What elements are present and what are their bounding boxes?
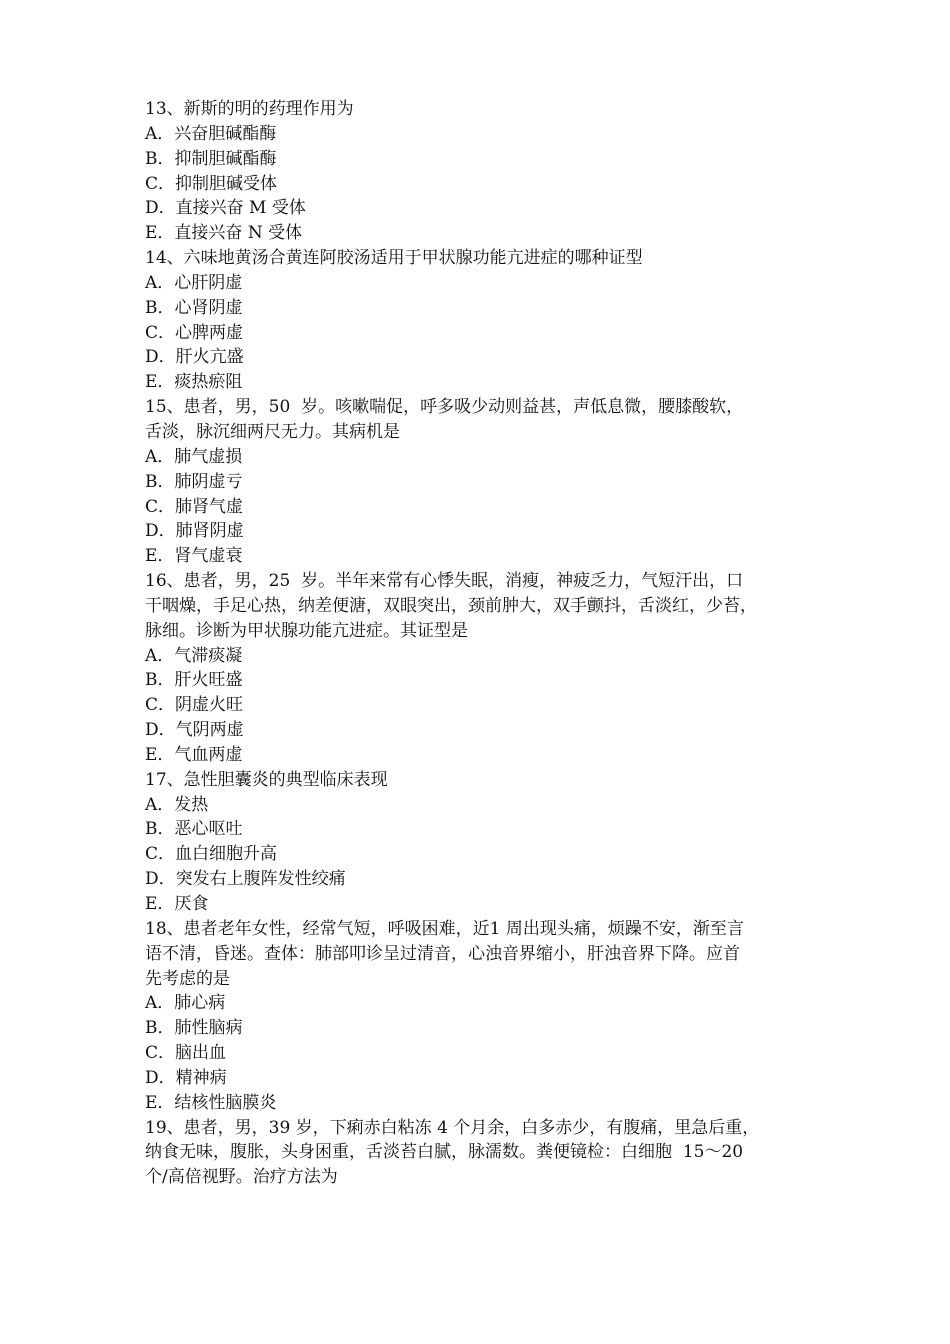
option-c: C．脑出血 bbox=[145, 1043, 227, 1064]
option-e: E．厌食 bbox=[145, 894, 209, 914]
option-a: A．肺心病 bbox=[145, 993, 226, 1014]
option-b: B．肺性脑病 bbox=[145, 1018, 243, 1039]
question-15 bbox=[145, 395, 825, 569]
option-e: E．痰热瘀阻 bbox=[145, 372, 243, 393]
option-c: C．抑制胆碱受体 bbox=[145, 173, 278, 194]
question-stem: 干咽燥，手足心热，纳差便溏，双眼突出，颈前肿大，双手颤抖，舌淡红，少苔， bbox=[145, 595, 757, 616]
question-stem: 先考虑的是 bbox=[145, 968, 230, 989]
option-e: E．肾气虚衰 bbox=[145, 546, 243, 567]
option-b: B．肺阴虚亏 bbox=[145, 471, 243, 492]
document-page bbox=[145, 97, 825, 1190]
question-13 bbox=[145, 97, 825, 246]
option-d: D．直接兴奋 M 受体 bbox=[145, 198, 306, 219]
question-stem: 15、患者，男，50 岁。咳嗽喘促，呼多吸少动则益甚，声低息微，腰膝酸软， bbox=[145, 397, 744, 418]
question-stem: 16、患者，男，25 岁。半年来常有心悸失眠，消瘦，神疲乏力，气短汗出，口 bbox=[145, 571, 744, 592]
question-stem: 纳食无味，腹胀，头身困重，舌淡苔白腻，脉濡数。粪便镜检：白细胞 15～20 bbox=[145, 1142, 744, 1163]
option-d: D．肺肾阴虚 bbox=[145, 521, 244, 542]
option-c: C．血白细胞升高 bbox=[145, 844, 278, 865]
question-stem: 语不清，昏迷。查体：肺部叩诊呈过清音，心浊音界缩小，肝浊音界下降。应首 bbox=[145, 943, 740, 964]
question-stem: 13、新斯的明的药理作用为 bbox=[145, 99, 354, 119]
question-stem: 14、六味地黄汤合黄连阿胶汤适用于甲状腺功能亢进症的哪种证型 bbox=[145, 248, 643, 269]
option-e: E．气血两虚 bbox=[145, 744, 243, 765]
question-stem: 个/高倍视野。治疗方法为 bbox=[145, 1167, 338, 1188]
option-e: E．直接兴奋 N 受体 bbox=[145, 223, 303, 244]
option-a: A．气滞痰凝 bbox=[145, 645, 243, 666]
option-d: D．气阴两虚 bbox=[145, 720, 244, 741]
question-stem: 19、患者，男，39 岁，下痢赤白粘冻 4 个月余，白多赤少，有腹痛，里急后重， bbox=[145, 1117, 760, 1138]
question-14 bbox=[145, 246, 825, 395]
option-a: A．肺气虚损 bbox=[145, 446, 243, 467]
question-17 bbox=[145, 768, 825, 917]
option-a: A．心肝阴虚 bbox=[145, 272, 243, 293]
question-16 bbox=[145, 569, 825, 768]
option-b: B．肝火旺盛 bbox=[145, 670, 243, 691]
option-a: A．发热 bbox=[145, 794, 209, 815]
question-stem: 18、患者老年女性，经常气短，呼吸困难，近1 周出现头痛，烦躁不安，渐至言 bbox=[145, 918, 744, 939]
option-c: C．心脾两虚 bbox=[145, 322, 244, 343]
question-18 bbox=[145, 917, 825, 1116]
option-d: D．精神病 bbox=[145, 1067, 227, 1088]
option-a: A．兴奋胆碱酯酶 bbox=[145, 123, 277, 144]
option-d: D．突发右上腹阵发性绞痛 bbox=[145, 869, 346, 890]
question-19 bbox=[145, 1116, 825, 1191]
question-stem: 脉细。诊断为甲状腺功能亢进症。其证型是 bbox=[145, 620, 468, 641]
option-c: C．阴虚火旺 bbox=[145, 695, 244, 716]
option-c: C．肺肾气虚 bbox=[145, 496, 244, 517]
option-e: E．结核性脑膜炎 bbox=[145, 1092, 277, 1113]
option-d: D．肝火亢盛 bbox=[145, 347, 244, 368]
question-stem: 17、急性胆囊炎的典型临床表现 bbox=[145, 769, 388, 790]
option-b: B．恶心呕吐 bbox=[145, 819, 243, 840]
question-stem: 舌淡，脉沉细两尺无力。其病机是 bbox=[145, 421, 400, 442]
option-b: B．抑制胆碱酯酶 bbox=[145, 148, 277, 169]
option-b: B．心肾阴虚 bbox=[145, 297, 243, 318]
